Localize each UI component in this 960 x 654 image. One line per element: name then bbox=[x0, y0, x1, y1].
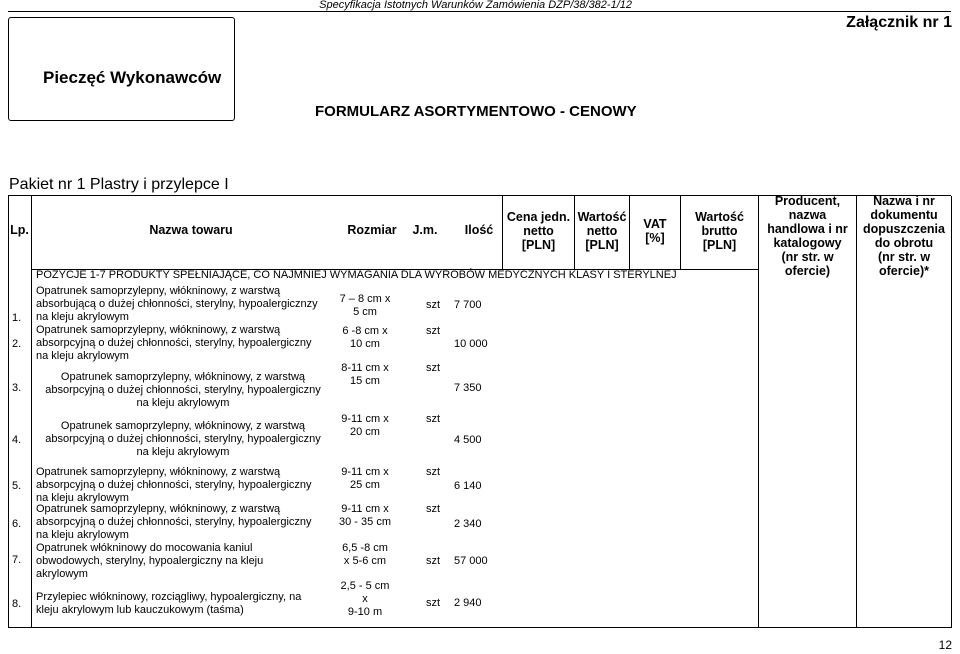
row-8-product-name: Przylepiec włókninowy, rozciągliwy, hypoalergiczny, na kleju akrylowym lub kauczukowym (taśma) bbox=[36, 591, 302, 616]
row-7-unit: szt bbox=[426, 555, 441, 567]
row-2-lp: 2. bbox=[12, 338, 22, 350]
table-border-left bbox=[8, 196, 9, 628]
row-5-size: 9-11 cm x 25 cm bbox=[341, 466, 389, 491]
document-header: Specyfikacja Istotnych Warunków Zamówienia DZP/38/382-1/12 bbox=[319, 0, 632, 11]
row-6-product-name: Opatrunek samoprzylepny, włókninowy, z warstwą absorpcyjną o dużej chłonności, sterylny, hypoalergiczny na kleju akrylowym bbox=[36, 503, 312, 541]
row-1-quantity: 7 700 bbox=[454, 299, 482, 311]
row-7-quantity: 57 000 bbox=[454, 555, 488, 567]
row-7-size: 6,5 -8 cm x 5-6 cm bbox=[342, 542, 388, 567]
row-1-unit: szt bbox=[426, 299, 441, 311]
header-rule bbox=[8, 11, 951, 12]
row-1-size: 7 – 8 cm x 5 cm bbox=[339, 293, 391, 318]
row-6-size: 9-11 cm x 30 - 35 cm bbox=[339, 503, 391, 528]
row-3-lp: 3. bbox=[12, 382, 22, 394]
row-4-unit: szt bbox=[426, 413, 441, 425]
annex-title: Załącznik nr 1 bbox=[846, 14, 952, 31]
row-5-lp: 5. bbox=[12, 480, 22, 492]
row-4-quantity: 4 500 bbox=[454, 434, 482, 446]
table-border-right bbox=[951, 196, 952, 628]
row-3-size: 8-11 cm x 15 cm bbox=[341, 362, 389, 387]
price-table bbox=[0, 196, 960, 628]
header-quantity: Ilość bbox=[464, 223, 494, 237]
col-divider-lp bbox=[31, 196, 32, 628]
row-5-quantity: 6 140 bbox=[454, 480, 482, 492]
table-bottom-rule bbox=[8, 627, 952, 628]
row-3-quantity: 7 350 bbox=[454, 382, 482, 394]
row-6-unit: szt bbox=[426, 503, 441, 515]
header-vat: VAT [%] bbox=[643, 217, 667, 245]
row-1-product-name: Opatrunek samoprzylepny, włókninowy, z warstwą absorbującą o dużej chłonności, sterylny, hypoalergicznzy na kleju akrylowym bbox=[36, 285, 318, 323]
row-7-lp: 7. bbox=[12, 554, 22, 566]
row-4-product-name: Opatrunek samoprzylepny, włókninowy, z warstwą absorpcyjną o dużej chłonności, sterylny, hypoalergiczny na kleju akrylowym bbox=[45, 420, 321, 458]
header-product-name: Nazwa towaru bbox=[149, 223, 233, 237]
row-3-product-name: Opatrunek samoprzylepny, włókninowy, z warstwą absorpcyjną o dużej chłonności, sterylny, hypoalergiczny na kleju akrylowym bbox=[45, 371, 321, 409]
row-3-unit: szt bbox=[426, 362, 441, 374]
header-gross-value: Wartość brutto [PLN] bbox=[695, 210, 744, 252]
row-5-unit: szt bbox=[426, 466, 441, 478]
row-4-lp: 4. bbox=[12, 434, 22, 446]
row-1-lp: 1. bbox=[12, 312, 22, 324]
contractor-stamp-label: Pieczęć Wykonawców bbox=[43, 68, 222, 87]
header-net-value: Wartość netto [PLN] bbox=[577, 210, 627, 252]
header-lp: Lp. bbox=[10, 223, 29, 237]
row-8-quantity: 2 940 bbox=[454, 597, 482, 609]
package-title: Pakiet nr 1 Plastry i przylepce I bbox=[9, 176, 229, 193]
header-unit-price: Cena jedn. netto [PLN] bbox=[506, 210, 571, 252]
row-2-quantity: 10 000 bbox=[454, 338, 488, 350]
header-unit: J.m. bbox=[412, 223, 438, 237]
row-8-lp: 8. bbox=[12, 598, 22, 610]
page-number: 12 bbox=[938, 638, 952, 652]
row-5-product-name: Opatrunek samoprzylepny, włókninowy, z warstwą absorpcyjną o dużej chłonności, sterylny, hypoalergiczny na kleju akrylowym bbox=[36, 466, 312, 504]
row-2-unit: szt bbox=[426, 325, 441, 337]
row-2-product-name: Opatrunek samoprzylepny, włókninowy, z warstwą absorpcyjną o dużej chłonności, sterylny, hypoalergiczny na kleju akrylowym bbox=[36, 324, 312, 362]
row-6-lp: 6. bbox=[12, 518, 22, 530]
row-7-product-name: Opatrunek włókninowy do mocowania kaniul obwodowych, sterylny, hypoalergiczny na kleju akrylowym bbox=[36, 542, 264, 580]
header-approval-document: Nazwa i nr dokumentu dopuszczenia do obrotu (nr str. w ofercie)* bbox=[863, 194, 945, 278]
row-8-size: 2,5 - 5 cm x 9-10 m bbox=[340, 580, 390, 618]
header-producer: Producent, nazwa handlowa i nr katalogowy (nr str. w ofercie) bbox=[767, 194, 848, 278]
header-size: Rozmiar bbox=[347, 223, 397, 237]
row-6-quantity: 2 340 bbox=[454, 518, 482, 530]
row-2-size: 6 -8 cm x 10 cm bbox=[342, 325, 388, 350]
row-4-size: 9-11 cm x 20 cm bbox=[341, 413, 389, 438]
form-title: FORMULARZ ASORTYMENTOWO - CENOWY bbox=[315, 103, 637, 120]
row-8-unit: szt bbox=[426, 597, 441, 609]
section-note: POZYCJE 1-7 PRODUKTY SPEŁNIAJĄCE, CO NAJMNIEJ WYMAGANIA DLA WYROBÓW MEDYCZNYCH KLASY I STERYLNEJ bbox=[36, 269, 677, 281]
